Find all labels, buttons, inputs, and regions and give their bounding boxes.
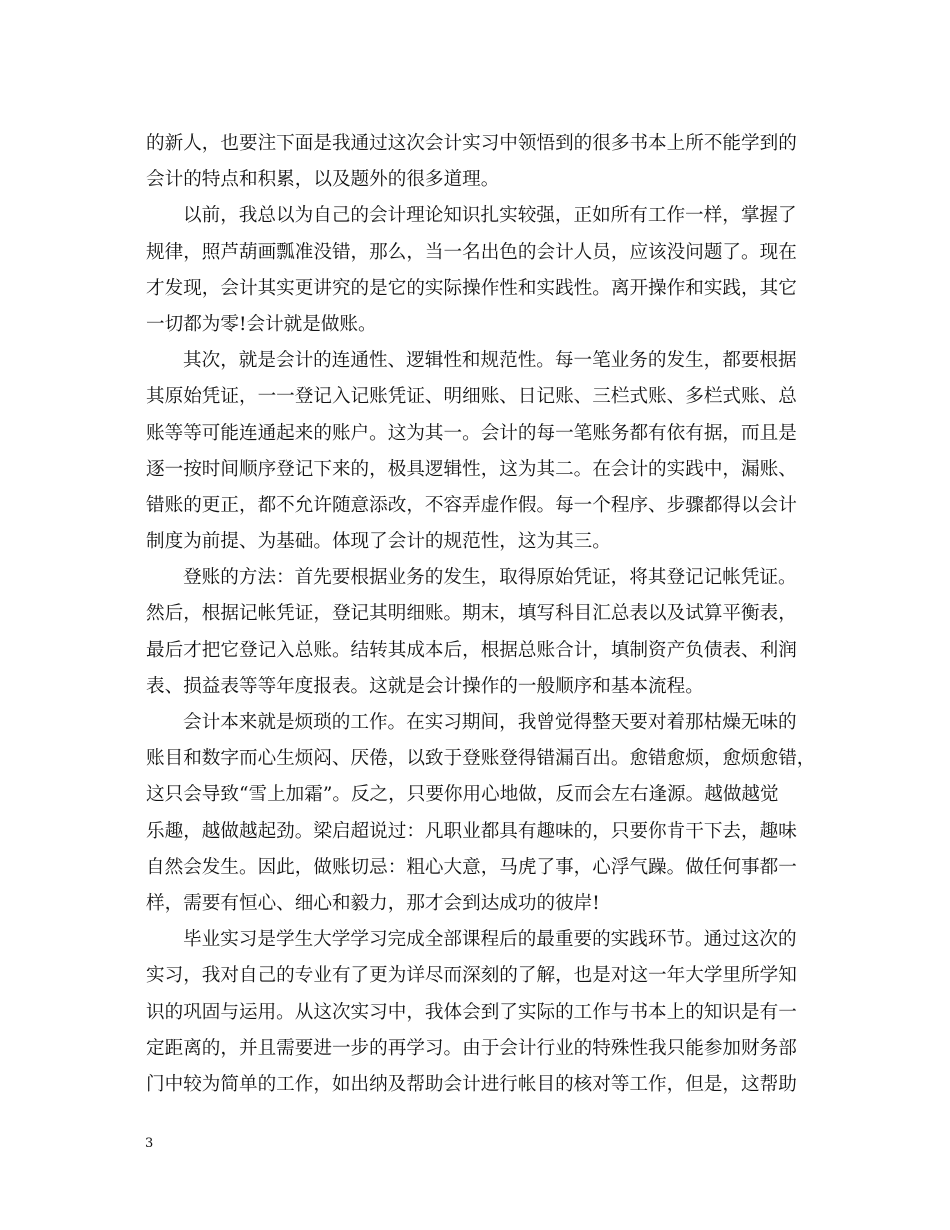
text-line: 账目和数字而心生烦闷、厌倦，以致于登账登得错漏百出。愈错愈烦，愈烦愈错， — [146, 748, 816, 770]
paragraph-first-line: 其次，就是会计的连通性、逻辑性和规范性。每一笔业务的发生，都要根据 — [183, 350, 797, 372]
text-line: 实习，我对自己的专业有了更为详尽而深刻的了解，也是对这一年大学里所学知 — [146, 965, 797, 987]
text-line: 会计的特点和积累，以及题外的很多道理。 — [146, 169, 500, 191]
text-line: 规律，照芦葫画瓢准没错，那么，当一名出色的会计人员，应该没问题了。现在 — [146, 241, 797, 263]
text-line: 其原始凭证，一一登记入记账凭证、明细账、日记账、三栏式账、多栏式账、总 — [146, 386, 797, 408]
text-line: 的新人，也要注下面是我通过这次会计实习中领悟到的很多书本上所不能学到的 — [146, 133, 797, 154]
text-line: 错账的更正，都不允许随意添改，不容弄虚作假。每一个程序、步骤都得以会计 — [146, 494, 797, 516]
text-line: 定距离的，并且需要进一步的再学习。由于会计行业的特殊性我只能参加财务部 — [146, 1037, 797, 1059]
page-number: 3 — [145, 1136, 154, 1151]
text-line: 才发现，会计其实更讲究的是它的实际操作性和实践性。离开操作和实践，其它 — [146, 277, 797, 299]
text-line: 表、损益表等等年度报表。这就是会计操作的一般顺序和基本流程。 — [146, 675, 704, 697]
paragraph-first-line: 以前，我总以为自己的会计理论知识扎实较强，正如所有工作一样，掌握了 — [183, 205, 797, 227]
paragraph-first-line: 毕业实习是学生大学学习完成全部课程后的最重要的实践环节。通过这次的 — [183, 929, 797, 951]
text-line: 账等等可能连通起来的账户。这为其一。会计的每一笔账务都有依有据，而且是 — [146, 422, 797, 444]
text-line: 自然会发生。因此，做账切忌：粗心大意，马虎了事，心浮气躁。做任何事都一 — [146, 856, 797, 878]
paragraph-first-line: 登账的方法：首先要根据业务的发生，取得原始凭证，将其登记记帐凭证。 — [183, 567, 797, 589]
text-line: 制度为前提、为基础。体现了会计的规范性，这为其三。 — [146, 531, 611, 553]
text-line: 识的巩固与运用。从这次实习中，我体会到了实际的工作与书本上的知识是有一 — [146, 1001, 797, 1023]
text-line: 乐趣，越做越起劲。梁启超说过：凡职业都具有趣味的，只要你肯干下去，趣味 — [146, 820, 797, 842]
text-line: 逐一按时间顺序登记下来的，极具逻辑性，这为其二。在会计的实践中，漏账、 — [146, 458, 797, 480]
paragraph-first-line: 会计本来就是烦琐的工作。在实习期间，我曾觉得整天要对着那枯燥无味的 — [183, 712, 797, 733]
text-line: 这只会导致“雪上加霜”。反之，只要你用心地做，反而会左右逢源。越做越觉 — [146, 784, 779, 806]
body-text — [146, 126, 816, 1103]
text-line: 最后才把它登记入总账。结转其成本后，根据总账合计，填制资产负债表、利润 — [146, 639, 797, 661]
text-line: 样，需要有恒心、细心和毅力，那才会到达成功的彼岸! — [146, 892, 600, 914]
text-line: 一切都为零!会计就是做账。 — [146, 313, 377, 335]
text-line: 然后，根据记帐凭证，登记其明细账。期末，填写科目汇总表以及试算平衡表， — [146, 603, 797, 625]
text-line: 门中较为简单的工作，如出纳及帮助会计进行帐目的核对等工作，但是，这帮助 — [146, 1073, 797, 1095]
